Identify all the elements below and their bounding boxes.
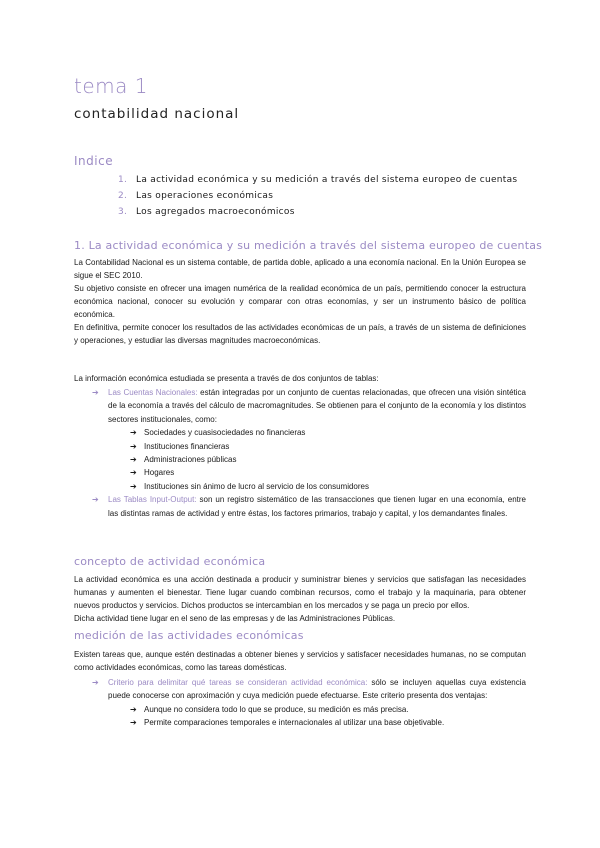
tables-list [74, 386, 526, 520]
list-item-label: Criterio para delimitar qué tareas se consideran actividad económica: [108, 678, 368, 687]
list-item: ➔ Instituciones financieras [74, 440, 526, 453]
list-item: ➔ Permite comparaciones temporales e internacionales al utilizar una base objetivable. [74, 716, 526, 729]
toc-item[interactable]: 1. La actividad económica y su medición a través del sistema europeo de cuentas [118, 175, 518, 185]
section-heading: concepto de actividad económica [74, 555, 266, 568]
index-heading: Indice [74, 154, 114, 168]
list-item: ➔ Hogares [74, 466, 526, 479]
paragraph: En definitiva, permite conocer los resultados de las actividades económicas de un país, a través de un sistema de definiciones y operaciones, y estudiar las diversas magnitudes macroeconómicas. [74, 323, 526, 345]
list-item: ➔ Aunque no considera todo lo que se produce, su medición es más precisa. [74, 703, 526, 716]
list-item: ➔ Las Tablas Input-Output: son un registro sistemático de las transacciones que tienen lugar en una economía, entre las distintas ramas de actividad y entre éstas, los factores primarios, trabajo y capital, y los demandantes finales. [92, 495, 526, 518]
table-of-contents [118, 175, 517, 223]
list-item: ➔ Criterio para delimitar qué tareas se consideran actividad económica: sólo se incluyen aquellas cuya existencia puede conocerse con aproximación y cuya medición puede efectuarse. Este criterio presenta dos ventajas: [92, 678, 526, 701]
list-item-label: Las Tablas Input-Output: [108, 495, 197, 505]
section-body [74, 256, 526, 347]
chapter-title: tema 1 [74, 74, 148, 98]
section-body [74, 573, 526, 625]
list-item: ➔ Instituciones sin ánimo de lucro al servicio de los consumidores [74, 480, 526, 493]
section-heading: 1. La actividad económica y su medición a través del sistema europeo de cuentas [74, 239, 543, 252]
arrow-right-icon: ➔ [130, 718, 137, 728]
toc-item[interactable]: 3. Los agregados macroeconómicos [118, 207, 295, 217]
arrow-right-icon: ➔ [130, 428, 137, 438]
arrow-right-icon: ➔ [130, 455, 137, 465]
arrow-right-icon: ➔ [92, 678, 99, 687]
arrow-right-icon: ➔ [92, 495, 99, 505]
arrow-right-icon: ➔ [130, 441, 137, 451]
arrow-right-icon: ➔ [130, 481, 137, 491]
arrow-right-icon: ➔ [130, 704, 137, 714]
paragraph: Su objetivo consiste en ofrecer una imagen numérica de la realidad económica de un país, permitiendo conocer la estructura económica nacional, conocer su evolución y comparar con otras economías, y ser un instrumento básico de política económica. [74, 284, 526, 319]
paragraph: La Contabilidad Nacional es un sistema contable, de partida doble, aplicado a una economía nacional. En la Unión Europea se sigue el SEC 2010. [74, 258, 526, 280]
arrow-right-icon: ➔ [92, 388, 99, 397]
list-item: ➔ Sociedades y cuasisociedades no financieras [74, 426, 526, 439]
arrow-right-icon: ➔ [130, 468, 137, 478]
paragraph: La actividad económica es una acción destinada a producir y suministrar bienes y servicios que satisfagan las necesidades humanas y aumenten el bienestar. Tiene lugar cuando combinan recursos, como el trabajo y la maquinaria, para obtener nuevos productos y servicios. Dichos productos se intercambian en los mercados y se paga un precio por ellos. [74, 575, 526, 610]
list-item: ➔ Administraciones públicas [74, 453, 526, 466]
section-heading: medición de las actividades económicas [74, 629, 304, 642]
toc-item[interactable]: 2. Las operaciones económicas [118, 191, 274, 201]
paragraph: La información económica estudiada se presenta a través de dos conjuntos de tablas: [74, 374, 379, 383]
chapter-subtitle: contabilidad nacional [74, 106, 240, 122]
list-item-label: Las Cuentas Nacionales: [108, 388, 198, 397]
list-item: ➔ Las Cuentas Nacionales: están integradas por un conjunto de cuentas relacionadas, que ofrecen una visión sintética de la economía a través del cálculo de macromagnitudes. Se obtienen para el conjunto de la economía y los distintos sectores institucionales, como: [92, 388, 526, 424]
paragraph: Dicha actividad tiene lugar en el seno de las empresas y de las Administraciones Públicas. [74, 614, 396, 623]
criteria-list [74, 676, 526, 730]
paragraph: Existen tareas que, aunque estén destinadas a obtener bienes y servicios y satisfacer necesidades humanas, no se computan como actividades económicas, como las tareas domésticas. [74, 650, 526, 672]
